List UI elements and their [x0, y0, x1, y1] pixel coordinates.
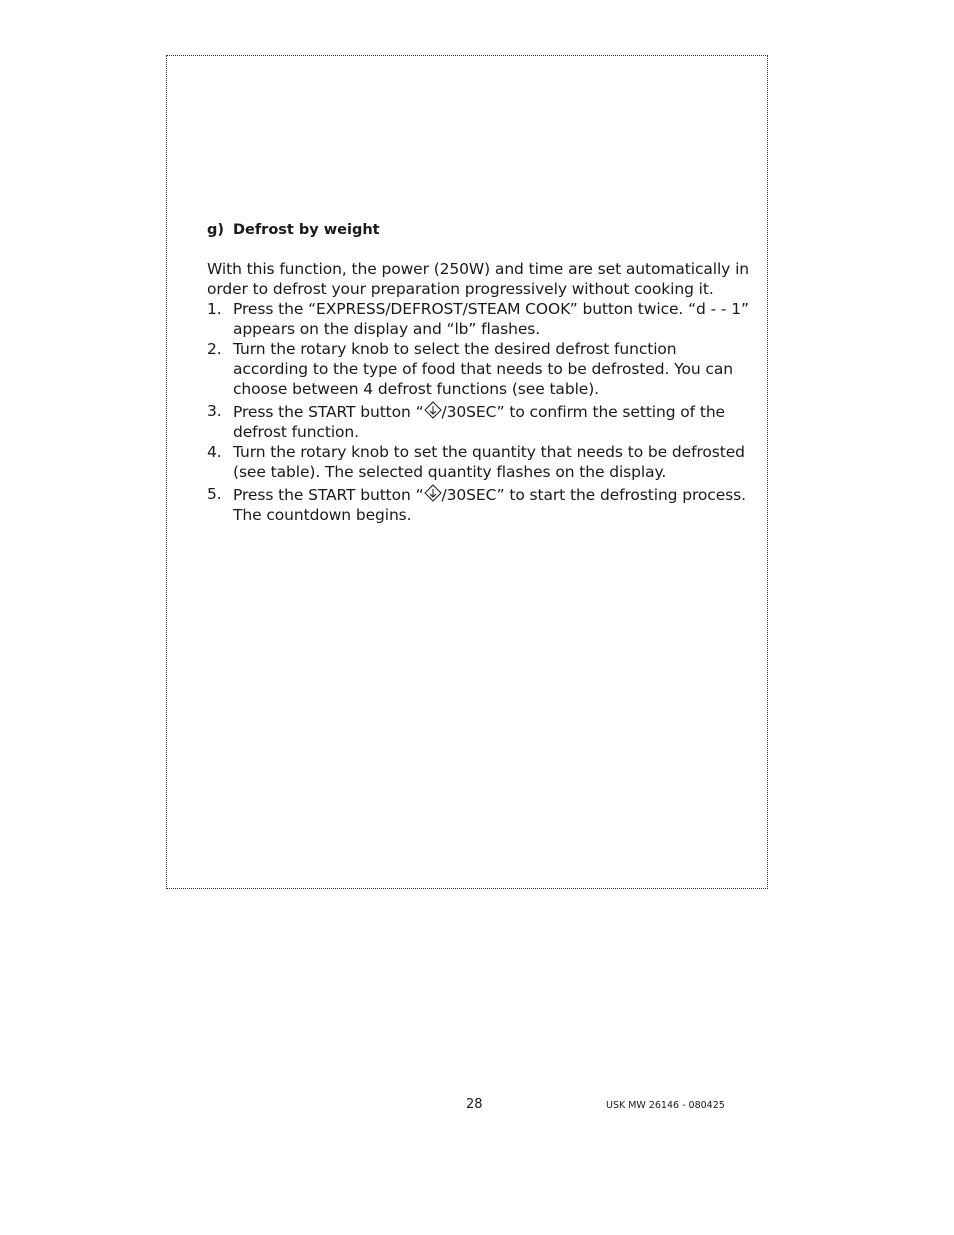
start-diamond-icon: [424, 401, 442, 419]
step-item: [207, 484, 752, 525]
page-number: 28: [466, 1097, 483, 1112]
step-item: [207, 299, 752, 339]
section-heading: [207, 220, 752, 240]
step-number: 5.: [207, 485, 222, 503]
step-number: 1.: [207, 300, 222, 318]
start-diamond-icon: [424, 484, 442, 502]
step-text: [233, 401, 752, 442]
manual-section: [207, 220, 752, 525]
step-text: Turn the rotary knob to select the desired defrost function according to the type of food that needs to be defrosted. You can choose between 4 defrost functions (see table).: [233, 340, 733, 398]
step-number: 3.: [207, 402, 222, 420]
step-number: 4.: [207, 443, 222, 461]
steps-list: [207, 299, 752, 525]
step-text: Turn the rotary knob to set the quantity that needs to be defrosted (see table). The selected quantity flashes on the display.: [233, 443, 745, 481]
document-code: USK MW 26146 - 080425: [606, 1100, 725, 1111]
section-letter: g): [207, 222, 225, 238]
step-text-before: Press the START button “: [233, 486, 424, 504]
intro-paragraph: With this function, the power (250W) and time are set automatically in order to defrost your preparation progressively without cooking it.: [207, 260, 750, 298]
step-text-after: /30SEC” to start the defrosting process. The countdown begins.: [233, 486, 746, 524]
step-text: Press the “EXPRESS/DEFROST/STEAM COOK” button twice. “d - - 1” appears on the display and “lb” flashes.: [233, 300, 749, 338]
step-item: [207, 442, 752, 482]
step-text: [233, 484, 752, 525]
step-number: 2.: [207, 340, 222, 358]
step-item: [207, 401, 752, 442]
step-item: [207, 339, 752, 399]
step-text-after: /30SEC” to confirm the setting of the defrost function.: [233, 403, 725, 441]
step-text-before: Press the START button “: [233, 403, 424, 421]
section-title: Defrost by weight: [233, 222, 380, 238]
